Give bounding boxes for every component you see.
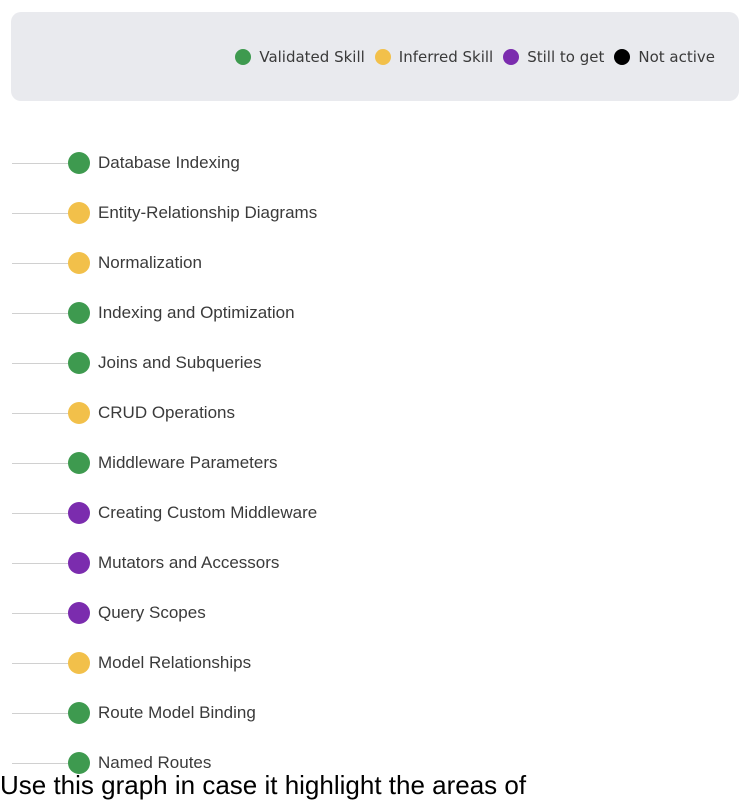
- skill-status-dot-icon[interactable]: [68, 352, 90, 374]
- skill-label[interactable]: Query Scopes: [98, 603, 206, 622]
- skill-status-dot-icon[interactable]: [68, 702, 90, 724]
- connector-line: [12, 413, 70, 414]
- skill-label[interactable]: Normalization: [98, 253, 202, 272]
- skill-status-dot-icon[interactable]: [68, 402, 90, 424]
- skill-label[interactable]: Database Indexing: [98, 153, 240, 172]
- connector-line: [12, 363, 70, 364]
- skill-status-dot-icon[interactable]: [68, 202, 90, 224]
- legend-label: Inferred Skill: [398, 47, 494, 66]
- skill-legend: [11, 12, 739, 101]
- skill-node[interactable]: [0, 338, 752, 388]
- skill-node[interactable]: [0, 238, 752, 288]
- skill-label[interactable]: Route Model Binding: [98, 703, 256, 722]
- skill-node[interactable]: [0, 438, 752, 488]
- skill-node[interactable]: [0, 288, 752, 338]
- connector-line: [12, 763, 70, 764]
- skill-label[interactable]: CRUD Operations: [98, 403, 235, 422]
- legend-label: Still to get: [527, 47, 605, 66]
- connector-line: [12, 163, 70, 164]
- legend-item-validated: [235, 48, 364, 66]
- skill-status-dot-icon[interactable]: [68, 152, 90, 174]
- skill-status-dot-icon[interactable]: [68, 252, 90, 274]
- skill-status-dot-icon[interactable]: [68, 552, 90, 574]
- legend-item-not-active: [614, 48, 715, 66]
- connector-line: [12, 513, 70, 514]
- skill-node[interactable]: [0, 388, 752, 438]
- skill-status-dot-icon[interactable]: [68, 452, 90, 474]
- skill-status-dot-icon[interactable]: [68, 652, 90, 674]
- connector-line: [12, 263, 70, 264]
- skill-node[interactable]: [0, 588, 752, 638]
- connector-line: [12, 313, 70, 314]
- connector-line: [12, 563, 70, 564]
- skill-label[interactable]: Creating Custom Middleware: [98, 503, 318, 522]
- caption-text: Use this graph in case it highlight the areas of: [0, 770, 527, 800]
- connector-line: [12, 613, 70, 614]
- connector-line: [12, 463, 70, 464]
- skill-label[interactable]: Middleware Parameters: [98, 453, 278, 472]
- skill-label[interactable]: Model Relationships: [98, 653, 252, 672]
- legend-item-inferred: [375, 48, 493, 66]
- legend-item-still-to-get: [503, 48, 604, 66]
- skill-tree: [0, 138, 752, 788]
- skill-node[interactable]: [0, 688, 752, 738]
- skill-node[interactable]: [0, 538, 752, 588]
- legend-label: Validated Skill: [259, 47, 365, 66]
- status-dot-icon: [375, 49, 391, 65]
- skill-label[interactable]: Joins and Subqueries: [98, 353, 262, 372]
- skill-node[interactable]: [0, 638, 752, 688]
- status-dot-icon: [614, 49, 630, 65]
- skill-status-dot-icon[interactable]: [68, 502, 90, 524]
- skill-label[interactable]: Indexing and Optimization: [98, 303, 295, 322]
- skill-node[interactable]: [0, 488, 752, 538]
- connector-line: [12, 663, 70, 664]
- skill-status-dot-icon[interactable]: [68, 602, 90, 624]
- status-dot-icon: [235, 49, 251, 65]
- skill-status-dot-icon[interactable]: [68, 302, 90, 324]
- connector-line: [12, 213, 70, 214]
- skill-label[interactable]: Named Routes: [98, 753, 212, 772]
- skill-label[interactable]: Mutators and Accessors: [98, 553, 280, 572]
- status-dot-icon: [503, 49, 519, 65]
- skill-label[interactable]: Entity-Relationship Diagrams: [98, 203, 318, 222]
- skill-node[interactable]: [0, 188, 752, 238]
- legend-label: Not active: [638, 47, 715, 66]
- skill-node[interactable]: [0, 138, 752, 188]
- connector-line: [12, 713, 70, 714]
